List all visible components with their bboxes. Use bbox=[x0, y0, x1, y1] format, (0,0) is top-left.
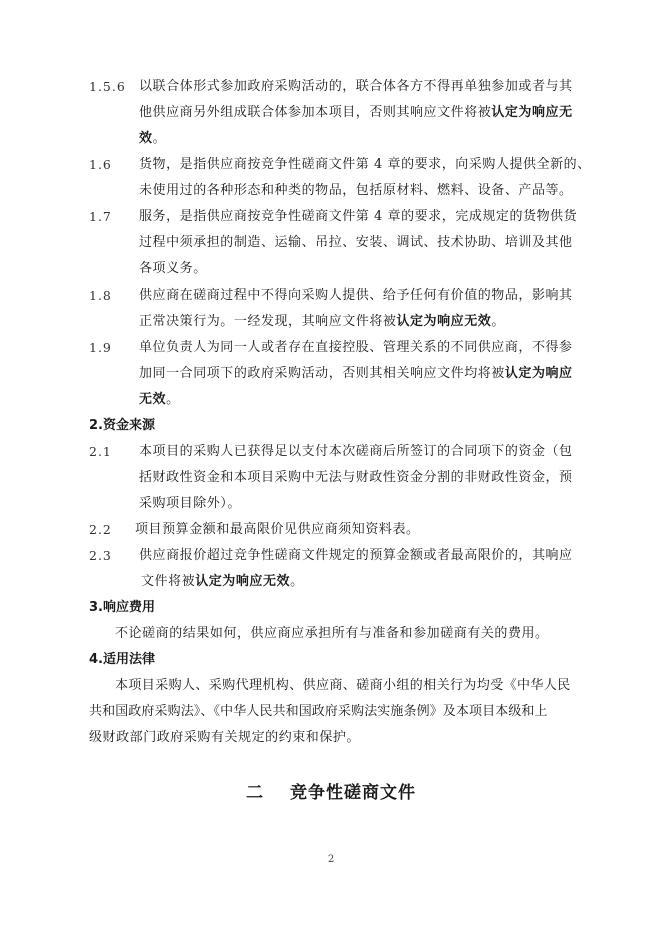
clause-text: 未使用过的各种形态和种类的物品，包括原材料、燃料、设备、产品等。 bbox=[139, 183, 573, 198]
clause-text: 他供应商另外组成联合体参加本项目，否则其响应文件将被认定为响应无 bbox=[139, 105, 573, 120]
emphasis-invalid: 认定为响应无效 bbox=[195, 574, 291, 589]
emphasis-invalid: 认定为响应无 bbox=[491, 105, 573, 120]
clause-text: 加同一合同项下的政府采购活动，否则其相关响应文件均将被认定为响应 bbox=[139, 366, 573, 381]
chapter-number: 二 bbox=[246, 783, 264, 803]
clause-number: 1.5.6 bbox=[89, 79, 126, 94]
clause-number: 1.9 bbox=[89, 340, 112, 355]
clause-number: 1.7 bbox=[89, 209, 112, 224]
clause-text: 项目预算金额和最高限价见供应商须知资料表。 bbox=[135, 522, 420, 537]
clause-text: 正常决策行为。一经发现，其响应文件将被认定为响应无效。 bbox=[139, 314, 505, 329]
clause-text: 以联合体形式参加政府采购活动的，联合体各方不得再单独参加或者与其 bbox=[139, 79, 573, 94]
clause-text: 括财政性资金和本项目采购中无法与财政性资金分割的非财政性资金，预 bbox=[139, 470, 573, 485]
paragraph-text: 不论磋商的结果如何，供应商应承担所有与准备和参加磋商有关的费用。 bbox=[115, 626, 549, 641]
clause-number: 2.3 bbox=[89, 548, 112, 563]
emphasis-invalid: 认定为响应无效 bbox=[396, 314, 492, 329]
paragraph-text: 本项目采购人、采购代理机构、供应商、磋商小组的相关行为均受《中华人民 bbox=[115, 678, 571, 693]
clause-text: 过程中须承担的制造、运输、吊拉、安装、调试、技术协助、培训及其他 bbox=[139, 235, 573, 250]
clause-text: 采购项目除外）。 bbox=[139, 496, 241, 511]
paragraph-text: 共和国政府采购法》、《中华人民共和国政府采购法实施条例》及本项目本级和上 bbox=[89, 704, 548, 719]
clause-text: 文件将被认定为响应无效。 bbox=[141, 574, 304, 589]
section-heading: 3.响应费用 bbox=[89, 600, 155, 615]
clause-number: 1.6 bbox=[89, 157, 112, 172]
section-heading: 2.资金来源 bbox=[89, 418, 155, 433]
clause-text: 货物，是指供应商按竞争性磋商文件第 4 章的要求，向采购人提供全新的、 bbox=[139, 157, 591, 172]
clause-text: 各项义务。 bbox=[139, 261, 207, 276]
clause-text: 效。 bbox=[139, 131, 167, 146]
clause-number: 2.1 bbox=[89, 444, 112, 459]
clause-text: 无效。 bbox=[139, 392, 180, 407]
clause-text: 供应商报价超过竞争性磋商文件规定的预算金额或者最高限价的，其响应 bbox=[139, 548, 573, 563]
page-number: 2 bbox=[327, 854, 335, 865]
clause-text: 供应商在磋商过程中不得向采购人提供、给予任何有价值的物品，影响其 bbox=[139, 288, 573, 303]
paragraph-text: 级财政部门政府采购有关规定的约束和保护。 bbox=[89, 730, 361, 745]
clause-text: 本项目的采购人已获得足以支付本次磋商后所签订的合同项下的资金（包 bbox=[139, 444, 573, 459]
clause-number: 1.8 bbox=[89, 288, 112, 303]
chapter-title bbox=[0, 778, 662, 803]
chapter-name: 竞争性磋商文件 bbox=[290, 783, 416, 803]
section-heading: 4.适用法律 bbox=[89, 652, 155, 667]
clause-number: 2.2 bbox=[89, 522, 112, 537]
emphasis-invalid: 认定为响应 bbox=[504, 366, 573, 381]
clause-text: 单位负责人为同一人或者存在直接控股、管理关系的不同供应商，不得参 bbox=[139, 340, 573, 355]
clause-text: 服务，是指供应商按竞争性磋商文件第 4 章的要求，完成规定的货物供货 bbox=[139, 209, 578, 224]
